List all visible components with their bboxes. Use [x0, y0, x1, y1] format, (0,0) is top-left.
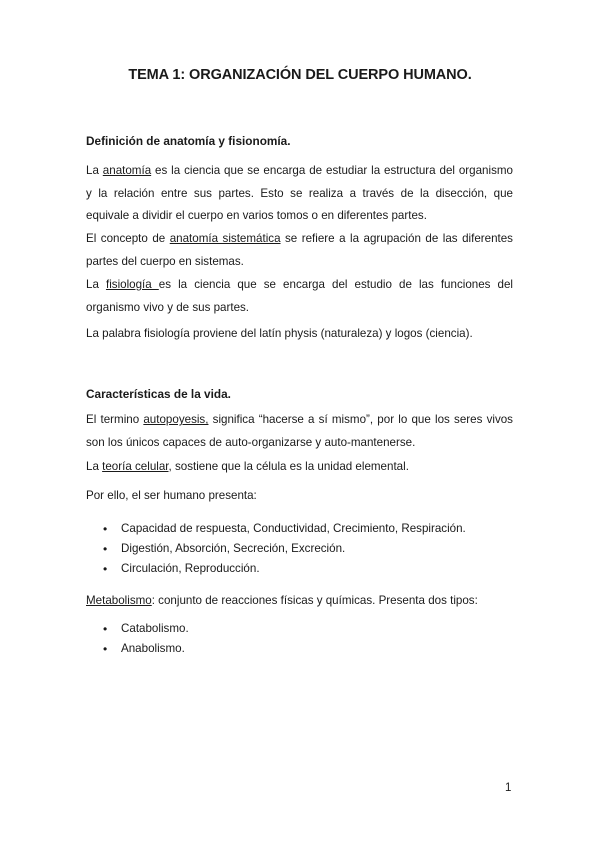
paragraph-etimologia: La palabra fisiología proviene del latín physis (naturaleza) y logos (ciencia).	[86, 327, 473, 340]
paragraph-fisiologia	[86, 274, 513, 319]
section-heading-vida: Características de la vida.	[86, 387, 231, 401]
text: El concepto de	[86, 232, 170, 245]
page-title: TEMA 1: ORGANIZACIÓN DEL CUERPO HUMANO.	[128, 67, 472, 83]
term-anatomia-sistematica: anatomía sistemática	[169, 232, 281, 245]
term-metabolismo: Metabolismo	[86, 594, 152, 607]
section-heading-anatomia: Definición de anatomía y fisionomía.	[86, 134, 291, 148]
text: se refiere a la agrupación de las diferentes partes del cuerpo en sistemas.	[86, 232, 513, 268]
text: es la ciencia que se encarga del estudio de las funciones del organismo vivo y de sus partes.	[86, 278, 514, 314]
paragraph-anatomia	[86, 160, 513, 228]
paragraph-anatomia-sistematica	[86, 228, 513, 273]
text: : conjunto de reacciones físicas y químicas. Presenta dos tipos:	[151, 594, 478, 607]
list-item: • Circulación, Reproducción.	[86, 559, 516, 579]
paragraph-metabolismo	[86, 590, 513, 613]
text: es la ciencia que se encarga de estudiar la estructura del organismo y la relación entre sus partes. Esto se realiza a través de la disección, que equivale a dividir el cuerpo en varios tomos o en diferentes partes.	[86, 164, 513, 222]
characteristics-list	[86, 519, 516, 579]
term-fisiologia: fisiología	[105, 278, 159, 291]
text: La	[86, 460, 103, 473]
text: La	[86, 164, 103, 177]
text: , sostiene que la célula es la unidad elemental.	[168, 460, 409, 473]
list-item: • Digestión, Absorción, Secreción, Excreción.	[86, 539, 516, 559]
list-item: • Capacidad de respuesta, Conductividad, Crecimiento, Respiración.	[86, 519, 516, 539]
metabolism-types-list	[86, 619, 516, 659]
list-item: • Anabolismo.	[86, 639, 516, 659]
text: significa “hacerse a sí mismo”, por lo que los seres vivos son los únicos capaces de auto-organizarse y auto-mantenerse.	[86, 413, 513, 449]
text: La	[86, 278, 106, 291]
term-autopoyesis: autopoyesis,	[143, 413, 209, 426]
paragraph-teoria-celular	[86, 456, 513, 479]
text: El termino	[86, 413, 144, 426]
term-teoria-celular: teoría celular	[102, 460, 169, 473]
paragraph-por-ello: Por ello, el ser humano presenta:	[86, 489, 257, 502]
term-anatomia: anatomía	[102, 164, 152, 177]
page-number: 1	[505, 782, 512, 794]
list-item: • Catabolismo.	[86, 619, 516, 639]
paragraph-autopoyesis	[86, 409, 513, 454]
